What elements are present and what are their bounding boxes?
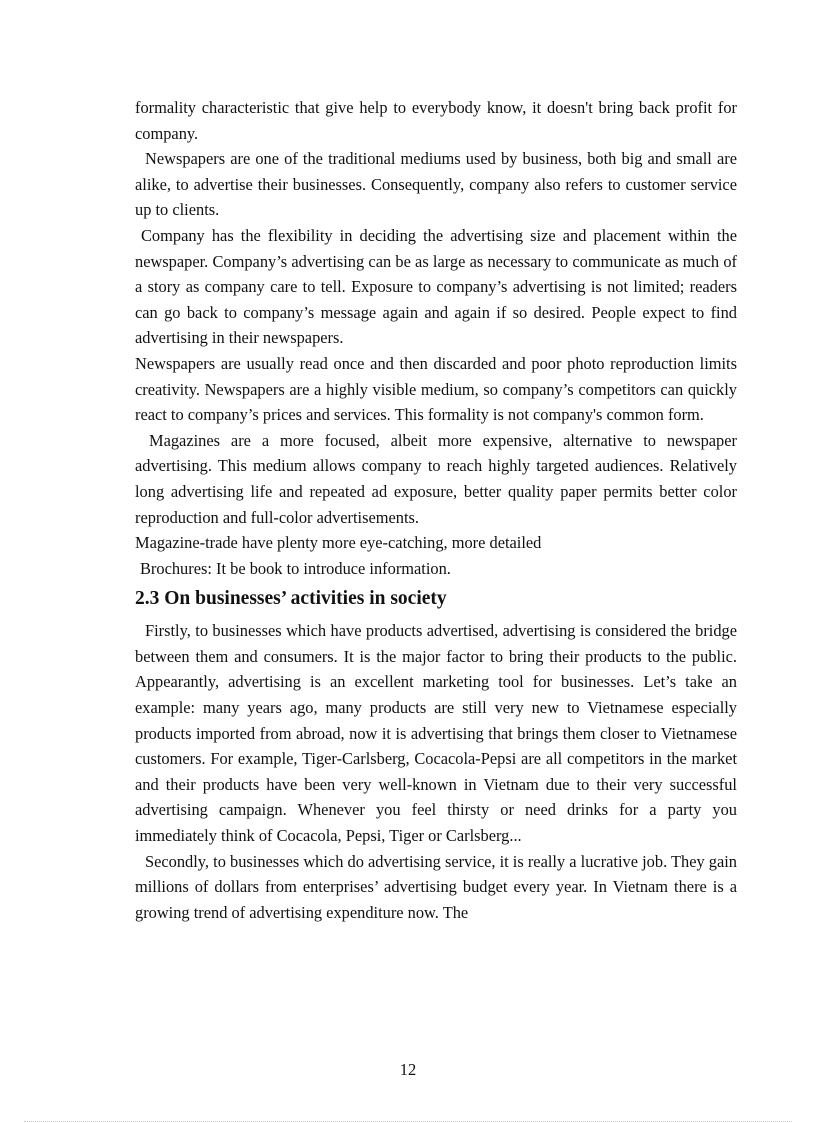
paragraph-continuation: formality characteristic that give help to everybody know, it doesn't bring back profit for company. — [135, 98, 737, 143]
paragraph-newspaper-drawbacks: Newspapers are usually read once and then discarded and poor photo reproduction limits creativity. Newspapers are a highly visible medium, so company’s competitors can quickly react to company’s prices and services. This formality is not company's common form. — [135, 353, 737, 425]
paragraph-secondly: Secondly, to businesses which do advertising service, it is really a lucrative job. They gain millions of dollars from enterprises’ advertising budget every year. In Vietnam there is a growing trend of advertising expenditure now. The — [135, 851, 737, 922]
paragraph-magazines: Magazines are a more focused, albeit more expensive, alternative to newspaper advertising. This medium allows company to reach highly targeted audiences. Relatively long advertising life and repeated ad exposure, better quality paper permits better color reproduction and full-color advertisements. — [135, 430, 737, 527]
paragraph-magazine-trade: Magazine-trade have plenty more eye-catching, more detailed — [135, 533, 542, 553]
page-body — [135, 95, 737, 925]
page-bottom-divider — [24, 1121, 792, 1122]
paragraph-brochures: Brochures: It be book to introduce information. — [140, 558, 451, 578]
page-number: 12 — [399, 1060, 417, 1079]
paragraph-newspapers-intro: Newspapers are one of the traditional mediums used by business, both big and small are alike, to advertise their businesses. Consequently, company also refers to customer service up to clients. — [135, 149, 737, 220]
paragraph-firstly: Firstly, to businesses which have products advertised, advertising is considered the bridge between them and consumers. It is the major factor to bring their products to the public. Appearantly, advertising is an excellent marketing tool for businesses. Let’s take an example: many years ago, many products are still very new to Vietnamese especially products imported from abroad, now it is advertising that brings them closer to Vietnamese customers. For example, Tiger-Carlsberg, Cocacola-Pepsi are all competitors in the market and their products have been very well-known in Vietnam due to their very successful advertising campaign. Whenever you feel thirsty or need drinks for a party you immediately think of Cocacola, Pepsi, Tiger or Carlsberg... — [135, 621, 737, 846]
paragraph-newspaper-flexibility: Company has the flexibility in deciding the advertising size and placement within the newspaper. Company’s advertising can be as large as necessary to communicate as much of a story as company care to tell. Exposure to company’s advertising is not limited; readers can go back to company’s message again and again if so desired. People expect to find advertising in their newspapers. — [135, 225, 737, 348]
section-heading: 2.3 On businesses’ activities in society — [135, 588, 447, 610]
